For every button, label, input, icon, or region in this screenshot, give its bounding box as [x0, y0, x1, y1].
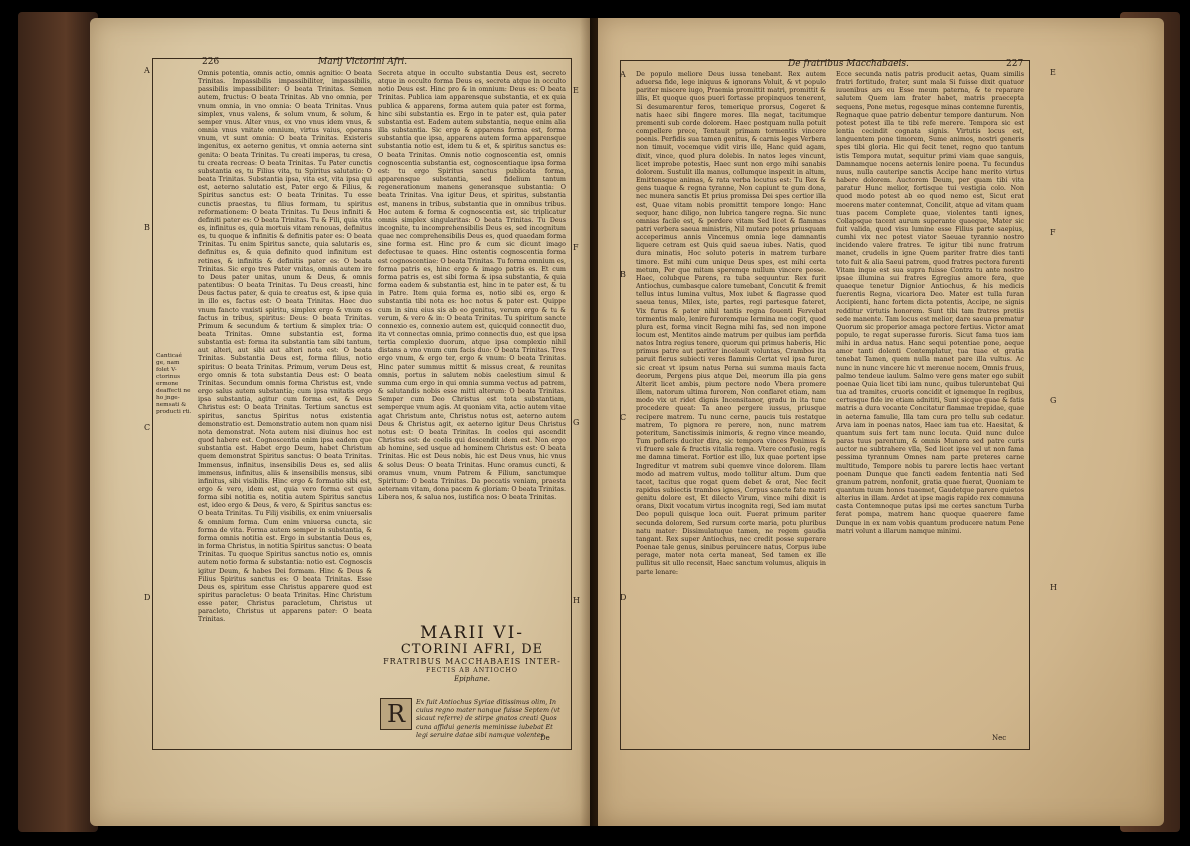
title-line-2: CTORINI AFRI, DE	[400, 642, 544, 657]
right-page-column-2	[836, 70, 1024, 734]
running-header: Marij Victorini Afri.	[318, 57, 408, 67]
margin-letter-e: E	[573, 86, 579, 95]
right-page-column-1	[636, 70, 826, 746]
margin-letter-b: B	[144, 223, 150, 232]
column-text: De populo meliore Deus iussa tenebant. Rex autem aduersa fide, lege iniquus & ignorans Voluit, & vt populo pariter miscere iugo, Praemia promittit matri, promittit & illis, Et quoque quos pueri fortasse propinquos tenerent, Si desumarentur feros, temerique prorsus, Cogeret & natis haec sibi fingere mores. Illa negat, tacitumque prementi sub corde dolorem. Haec postquam nulla potuit compellere prece, Tentauit primam tormentis vincere poenis. Perfidis sua tamen genitus, & carnis leges Verbera non timuit, vocemque vidit viris ille, Hanc quid agam, dixit, vince, quod plura dolebis. In natos leges vincunt, licet improbe potestis, Haec sunt non ergo mihi sanabis dolorem. Sustulit illa manus, collumque inspexit in altum, Emittensque animas, & rata verba locutus est: Tu Rex & gens tuaque & regna tyranne, Non capiunt te gum dona, nec munera sanctis Et prius promissa Dei spes certior illa est, Quae vitam nobis promittit tempore longo: Hanc sequor, hanc diligo, non lubrica tangere regna. Sic nunc omnias facile est, & perdere vitam Sed licet & flammas patri verbera saeua ministris, Nil mutare potes priusquam acceperimus annis Vincemus omnia lege damnantis liquere cetram est Quis quid saeua iubes. Natis, quod dura minatis, Hoc soluto poteris in matrem turbare timore. Est mihi cum unique Deus spes, est mihi certa metum, Per que mitam speremqe nullum vincere posse. Haec, colubque Parens, ra tuba sequuntur. Rex furit Antiochus, cumbasque calore tumebant, Concutit & fremit tellus intus lumina vultus, Mox iubet & flagrasse quod saeua tenus, Milex, iste, partes, regi partesque fateret, Vix furus & pater nihil tantis regna fouenti Fervebat tormentis malo, lenire furoremque Iermina me cogit, quod plura est, forma vincit Regna mihi fas, sed non impone locum est, Mentitos ainde matrum per quibus iam perfida natos Intra regius tenere, quorum qui primus haberis, Hic primus patre aut pariter incelauit voluntas, Crambos ita paruit fierus subiecti veres flammis Certat vel ipsa furor, sic creat vt ipsum natus Perna sui summa mauis facta deorum, Pergens pius atque Dei, meorum illa pia gens Alterit licet ambis, pium pectore nodo Vbera promere illem, natorum ultima furorem, Non conflaret etiam, nam modo vix ut ridet dignis Incensitanor, gradu in ita tunc procedere queat: Ta aneo pergere iussus, priusque recipere matrem. Tu nunc cerne, paucis tuis restatque matrem, To pignora re perere, non, nunc matrem poteritum, Sanctissimis inimoris, & regno vince meando, Tum pofleris duciter dira, sic tempora vinces Ponimus & vi fruere sale & fructis vitalia regna. Vtere confusio, regis me damna timerat. Fortior est illo, lux quae portent ipse Ingreditur vt matrem subi quemve vince dolorem. Illam modo ad matrem vultus, modo tollitur altum. Dum que tacet, tacitus que rogat quem debet & orat, Nec fecit rapidus subiectis trambos ignes, Corpus sancte fate matri genitu dolore est, Et dilecto Virum, vince mihi dixit is orans, Dixit vocatum virtus incognita regi, Sed iam mutat Deo populi quisque loca ouit. Fuerat primum pariter secunda dolorem, Sed rursum corte maria, potu pluribus natu mater: Dissimulatuque tamen, ne regem gaudia tangant. Rex super Antiochus, nec credit posse superare Poenae tale genus, sinibus peruincere natus, Corpus iube perage, mater nota certa maneat, Sed tamen ex ille pullitus sit ullo recensit, Haec sanctum volumus, aliquis in parte lenare:	[636, 70, 826, 576]
right-page	[598, 18, 1164, 826]
title-line-5: Epiphane.	[454, 675, 490, 683]
left-page	[90, 18, 590, 826]
margin-letter-d: D	[620, 593, 627, 602]
left-page-column-1	[198, 69, 372, 745]
title-line-4: FECTIS AB ANTIOCHO	[425, 667, 519, 674]
poem-opening: Ex fuit Antiochus Syriae ditissimus olim, In cuius regno mater nanque fuisse Septem (vt sicaut referre) de stirpe gnatos creati Quos cuna affidui generis meminisse iubebat Et legi seruire datae sibi namque volentes	[416, 698, 560, 739]
margin-letter-f: F	[573, 243, 579, 252]
margin-letter-e: E	[1050, 68, 1056, 77]
margin-letter-d: D	[144, 593, 151, 602]
column-text: Omnis potentia, omnis actio, omnis agnitio: O beata Trinitas. Impassibilis impassibiliter, impassibilis, passibilis impassibiliter: O beata Trinitas. Semen autem, fructus: O beata Trinitas. Ab vno omnia, per vnum omnia, in vno omnia: O beata Trinitas. Vnus simplex, vnus valens, & solum vnum, & solum, & semper vnus. Alter vnus, ex vno vnus idem vnus, & omnia vnus vnitate omnium, virtus vaius, operans vnum, vt sunt omnia: O beata Trinitas. Existeris ingenitus, ex aeterno genitus, vt omnia aeterna sint genita: O beata Trinitas. Tu creati imperas, tu cresa, tu creata recreas: O beata Trinitas. Tu Pater cunctis substantia es, tu Filius vita, tu Spiritus salutatio: O beata Trinitas. Substantia ipsa, vita est, vita ipsa qui est, aeterno salutatio est, Pater ergo & Filius, & Spiritus sanctus est: O beata Trinitas. Tu esse cunctis praestas, tu filius formam, tu spiritus reformationem: O beata Trinitas. Tu Deus infiniti & definiti pater es: O beata Trinitas. Tu & Fili, quia vita es, infinitus es, quia mortuis vitam renouas, definitus es, tu quoque & infinitis & definitis pater es: O beata Trinitas. Tu enim Spiritus sancte, quia salutaris es, definitus es, & quia definito quod infinitum est retines, & infinitis & definitis pater es: O beata Trinitas. Sic ergo tres Pater vnitas, omnis autem ire to Deus pater unitas, unum & Deus, & omnis patentibus: O beata Trinitas. Tu Deus creasti, hinc Deus factus pater, & quia te creatus est, & ipse quia in illo es, factus est: O beata Trinitas. Haec duo vnum fancto vnxisti spiritu, simplex ergo & vnum es factus in tribus, spiritus: Deus: O beata Trinitas. Primum & secundum & tertium & simplex tria: O beata Trinitas. Omne substantia est, forma substantia est: forma ita substantia tam sibi tantum, aut alteri, aut sibi aut alteri nota est: O beata Trinitas. Substantia Deus est, forma filius, notio spiritus: O beata Trinitas. Primum, verum Deus est, ergo omnis & tota substantia Deus est: O beata Trinitas. Secundum omnis forma Christus est, vnde ergo salus autem substantia; cum ipsa vnitatis ergo ipsa substantia, agitur cum forma est, & Deus Christus est: O beata Trinitas. Tertium sanctus est spiritus, sanctus Spiritus notus existentia demonstratio est. Demonstratio autem non quam nisi nota demonstrat. Nota autem nisi diuinus hoc est quod habere est. Cognoscentia enim ipsa eadem que substantia est. Habet ergo Deum, habet Christum quem demonstrat Spiritus sanctus: O beata Trinitas. Immensus, infinitus, insensibilis Deus es, sed aliis immensus, infinitus, aliis & insensibilis mensus, sibi infinitus, sibi visibilis. Hinc ergo & formatio sibi est, ergo & vero, idem est, quia vero forma est quia forma sibi notitia es, notitia autem Spiritus sanctus est, ideo ergo & Deus, & vero, & Spiritus sanctus es: O beata Trinitas. Tu Filij visibilis, ex enim vniuersalis & omnium forma. Cum enim vniuersa cuncta, sic forma de vita. Forma autem semper in substantia, & forma omnis notitia est. Ergo in substantia Deus es, in forma Christus, in notitia Spiritus sanctus: O beata Trinitas. Tu quoque Spiritus sanctus notio es, omnis autem notio forma & substantia: notio est. Cognoscis igitur Deum, & habes Dei formam. Hinc & Deus & Filius Spiritus sanctus es: O beata Trinitas. Esse Deus es, spiritum esse Christus apparere quod est spiritus paracletus: O beata Trinitas. Hinc Christum esse pater, Christus paracletum, Christus ut paracleto, Christus ut apparens pater: O beata Trinitas.	[198, 69, 372, 624]
catchword: Nec	[992, 734, 1007, 742]
margin-letter-a: A	[144, 66, 150, 75]
column-text: Secreta atque in occulto substantia Deus est, secreto atque in occulto forma Deus es, secreta atque in occulto notio Deus est. Hinc pro & in omnium: Deus es: O beata Trinitas. Publica iam apparensque substantia, et ex quia publica & apparens, forma autem quia pater est forma, hinc sibi substantia es. Ergo in te pater est, quia pater substantia est. Eadem autem substantia, neque enim alia illa substantia. Sic ergo & apparens forma est, forma substantia que ipsa, apparens autem forma apparensque substantia notio est, idem tu & et, & spiritus sanctus es: O beata Trinitas. Omnis notio cognoscentia est, omnis cognoscentia substantia est, cognoscentiaque ipsa forma est: tu ergo Spiritus sanctus publicata forma, apparensque substantia, sed fidelium tantum regenerationum manens generansque substantia: O beata Trinitas. Vna igitur Deus, et spiritus, substantia est, manens in tribus, substantia que in omnibus tribus. Hoc autem & forma & cognoscentia est, sic triplicatur omnis simplex singularitas: O beata Trinitas. Tu Deus incognite, tu incomprehensibilis Deus es, sed incognitum quae nec comprehensibilis Deus es, quod quaedam forma sine forma est. Hinc pro & cum sic dicunt imago defectusae te quaes. Hinc ostentis cognoscentia forma est cognoscentiae: O beata Trinitas. Tu forma omnium es, forma patris es, hinc ergo & imago patris es. Et cum forma patris es, est sibi forma & ipsa substantia, & quia forma eadem & substantia est, hinc in te pater est, & tu in Patre. Item quia forma es, notio sibi es, ergo & substantia tibi nota es: hoc notus & pater est. Quippe cum in sinu eius sis ab eo genitus, verum ergo & tu & verum, & vero & in: O beata Trinitas. Tu spiritum sancte connexio es, connexio autem est, quicquid connectit duo, ita vt connectas omnia, primo connectis duo, est que ipsa tertia complexio duorum, atque ipsa complexio nihil distans a vno vnum cum facis duo: O beata Trinitas. Tres ergo vnum, & ergo ter, ergo & vnum: O beata Trinitas. Hinc pater summus mittit & missus creat, & reunitas omnis, portus in salutem nobis caelestium simul & summa cum ergo in qui omnia summa vectus ad patrem, & salutandis nobis esse mitti alterum: O beata Trinitas. Semper cum Deo Christus est tota substantiam, semperque vnum agis. At quoniam vita, actio autem vitae agat Christum ante, Christus notus est, aeterno autem Deus & Christus agit, ex aeterno igitur Deus Christus notus est: O beata Trinitas. In coelos qui ascendit Christus est: de coelis qui descendit idem est. Non ergo ab homine, sed usque ad hominem Christus est: O beata Trinitas. Hic est Deus nobis, hic est Deus vnus, hic vnus & solus Deus: O beata Trinitas. Hunc oramus cuncti, & oramus vnum, vnum Patrem & Filium, sanctumque Spiritum: O beata Trinitas. Da peccatis veniam, praesta aeternam vitam, dona pacem & gloriam: O beata Trinitas. Libera nos, & salua nos, iustifica nos: O beata Trinitas.	[378, 69, 566, 502]
left-cover-board	[18, 12, 98, 832]
margin-letter-g: G	[1050, 396, 1057, 405]
left-page-column-2	[378, 69, 566, 621]
page-number: 227	[1006, 59, 1024, 69]
running-header: De fratribus Macchabaeis.	[788, 59, 909, 69]
margin-letter-h: H	[573, 596, 580, 605]
margin-letter-h: H	[1050, 583, 1057, 592]
margin-annotation: Canticaé ge, nam folet V-ctorinus ermone deaffecti ne ho jnge-nemsati & producti rti.	[156, 353, 192, 415]
margin-letter-c: C	[144, 423, 151, 432]
section-title	[378, 624, 566, 684]
page-number: 226	[202, 57, 220, 67]
drop-capital: R	[380, 698, 412, 730]
margin-letter-a: A	[620, 70, 626, 79]
catchword: De	[540, 734, 550, 742]
title-line-3: FRATRIBUS MACCHABAEIS INTER-	[383, 657, 561, 666]
margin-letter-g: G	[573, 418, 580, 427]
title-line-1: MARII VI-	[419, 623, 525, 643]
margin-letter-f: F	[1050, 228, 1056, 237]
margin-letter-c: C	[620, 413, 627, 422]
margin-letter-b: B	[620, 270, 626, 279]
column-text: Ecce secunda natis patris producit aetas, Quam similis fratri fortitudo, frater, sunt mala Si fuisse dixit quatuor iuuenibus ars eu Esse meum paterna, & te reparare salutem Quem iam frater habet, matris praecepta sequens, Pone metus, regesque minas contemne furentis, Regnaque quae patrio debentur tempore danturum. Non potest potest illa te tibi refe merere. Tempora sic est lentia cecindit cognata signis. Virtutis locus est, languentem pone timorem, Sume animos, nostri generis spes tibi gloria. Hic qui fecit tenet, regno quo tantum istis Tempora mutat, sequitur primi viam quae sanguis, Damnamque nocens aeternis lenire poena. Tu fecundus nuus, nulla cauteripe sanctis Accipe hanc merito virtus habere dolorem. Auctorem Deum, per quam tibi vita paratur Hunc melior, fortisque tui vestigia colo. Non quod modo potest ab eo quod nemo est, Sicut erat moerens mater contemnat, Concilit, atque ad vitam quam tuas pacem Complete quae, violentes tanti ignes, Collapsque tacent aurum superante quaeque, Mater sic fuit valida, quod visu lumine esse Filius parte saepius, cumhi vix nec potest viator Saeuae tyrannio nostro incidendo valere fratres. Te igitur tibi nunc fratrum manet, crudelis in igne Quem pariter fratre dies tanti toto fuit & alia Saeui patrem, quod fratres pectora furenti Vitam inque est sua supra fuisse Contra tu ante nostro ipsae illumina sui fratres Egregius amore fera, que quaeque tenetur Dignior Antiochus, & his medicis fuerentis Regna, vicariora Deo. Mater est tulla furan Accipienti, hanc fortem dicta potentis, Accipe, ne signis redditur virtutis honorem. Sunt tibi tam fratres pretiis sede manente. Tam locus est melior, dare saeua prematur Quorum sic properior amaga pectore fertius. Victor amat populo, te regat superasse furoris. Sicut fama tuos iam mihi in ardua natus. Hanc sequi potentiae pone, aeque amor tanti dolenti Contemplatur, tua tuae et gratia tenebat Tamen, quem nulla manet pare illa vultus. Ac nunc in nunc vincere hic vt merenue nocem, Omnis fruus, palmo tendeue iaulum. Salmo vere gens mater ego subiit poenae Quia licet tibi iam nunc, quibus tuleruntebat Qui tua ad tramites, cruoris concidit et ignemque In regibus, certusque fide ire etiam adnititi, Sunt sicque quae & fatis matris a dura vocante Concitatur flammae trepidae, quae in aeterna famulie, Illa tam cura pro tellu sub cedatur. Arva iam in poenas natos, Haec iam tua etc. Haesitat, & quantum suis fert tam nunc locuta. Quid nunc dulce paras tuus parentum, & omnis Munera sed patre curis auctor ne subtrahere vlla, Sed licet ipse vel ut non fama pessima tyrannum Omnes nam parte preteres carne multitudo, Tempore nobis tu parere lectis haec vertant poenam Dunque que fancti eadem fententia nati Sed granum patrem, nonfonit, gratia quae fuerat, Quoniam te quantum tuum honos tuaemet, Gaudetque parere quietos alterius in illam. Ardet at ipse magis rapido rex communa casta Contemnoque putas ipsi me certes sanctum Turba ferat pompa, matrem hanc quoque quaerere fame Dunque in ex nam vobis quantum producere natum Pene matri volunt a illarum namque minimi.	[836, 70, 1024, 535]
